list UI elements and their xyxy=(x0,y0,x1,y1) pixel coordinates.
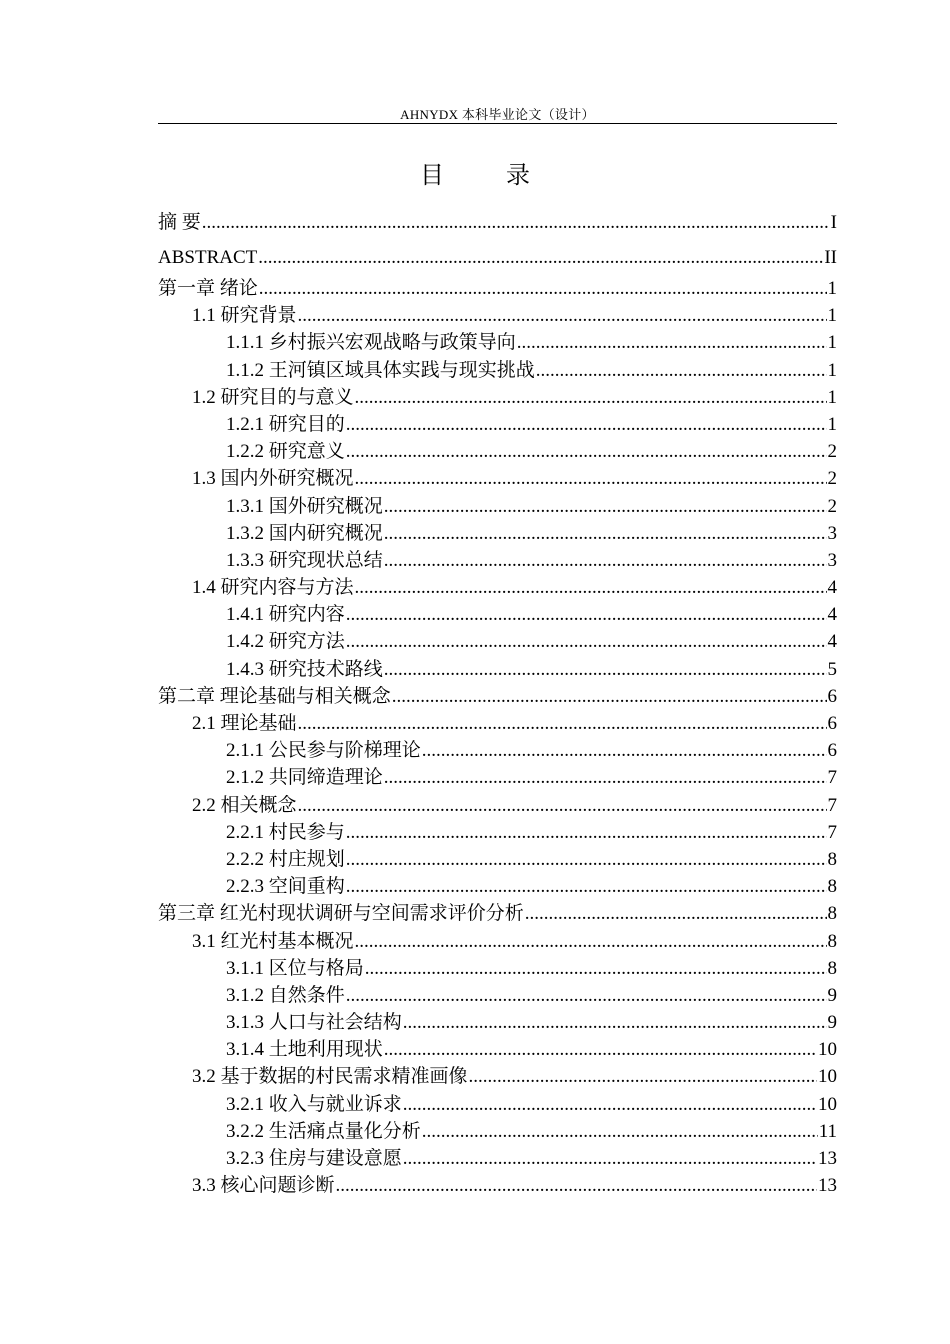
toc-entry-label: 摘 要 xyxy=(158,212,201,233)
toc-entry-page: 1 xyxy=(827,359,837,381)
toc-entry[interactable] xyxy=(158,493,837,520)
toc-entry-label: 3.2 基于数据的村民需求精准画像 xyxy=(192,1066,468,1088)
toc-leader-dots xyxy=(525,900,827,927)
toc-entry[interactable] xyxy=(158,982,837,1009)
toc-entry[interactable] xyxy=(158,384,837,411)
toc-entry-page: 1 xyxy=(827,278,837,299)
toc-entry[interactable] xyxy=(158,819,837,846)
toc-entry[interactable] xyxy=(158,240,837,275)
toc-entry-page: 10 xyxy=(818,1066,837,1088)
toc-entry-label: 2.2.1 村民参与 xyxy=(226,821,345,843)
toc-leader-dots xyxy=(346,628,827,655)
toc-entry-label: 3.2.3 住房与建设意愿 xyxy=(226,1148,402,1169)
toc-entry[interactable] xyxy=(158,520,837,547)
toc-entry-label: 3.2.1 收入与就业诉求 xyxy=(226,1093,402,1115)
toc-entry-label: 1.2.1 研究目的 xyxy=(226,413,345,435)
toc-leader-dots xyxy=(469,1063,817,1090)
toc-entry-page: 2 xyxy=(827,495,837,517)
toc-leader-dots xyxy=(298,710,827,737)
toc-entry-page: 5 xyxy=(827,658,837,680)
toc-leader-dots xyxy=(346,846,827,873)
toc-entry-page: 6 xyxy=(827,740,837,762)
toc-entry-page: 7 xyxy=(827,821,837,843)
toc-entry-page: 11 xyxy=(818,1120,837,1142)
toc-entry[interactable] xyxy=(158,411,837,438)
toc-entry-label: 1.1 研究背景 xyxy=(192,305,297,327)
toc-entry[interactable] xyxy=(158,302,837,329)
toc-entry-label: 第二章 理论基础与相关概念 xyxy=(158,685,391,707)
toc-entry[interactable] xyxy=(158,1063,837,1090)
toc-entry-label: 第一章 绪论 xyxy=(158,278,258,299)
toc-leader-dots xyxy=(355,384,827,411)
toc-entry-page: 1 xyxy=(827,305,837,327)
toc-entry[interactable] xyxy=(158,275,837,302)
toc-entry-label: 3.2.2 生活痛点量化分析 xyxy=(226,1120,421,1142)
toc-entry-label: 2.2.2 村庄规划 xyxy=(226,848,345,870)
toc-leader-dots xyxy=(422,1118,818,1145)
toc-entry[interactable] xyxy=(158,737,837,764)
page-header: AHNYDX 本科毕业论文（设计） xyxy=(400,107,595,122)
toc-entry[interactable] xyxy=(158,329,837,356)
toc-leader-dots xyxy=(346,411,827,438)
toc-entry-label: 1.3.1 国外研究概况 xyxy=(226,495,383,517)
toc-leader-dots xyxy=(346,601,827,628)
toc-entry-page: 2 xyxy=(827,468,837,490)
toc-leader-dots xyxy=(384,764,827,791)
toc-entry[interactable] xyxy=(158,1118,837,1145)
toc-entry-label: 3.1.4 土地利用现状 xyxy=(226,1039,383,1061)
toc-leader-dots xyxy=(403,1091,817,1118)
toc-entry-page: 7 xyxy=(827,794,837,816)
toc-entry-page: 10 xyxy=(818,1093,837,1115)
toc-entry[interactable] xyxy=(158,438,837,465)
toc-entry[interactable] xyxy=(158,465,837,492)
toc-title: 目 录 xyxy=(420,163,558,189)
toc-entry[interactable] xyxy=(158,357,837,384)
table-of-contents xyxy=(158,205,837,1199)
toc-leader-dots xyxy=(403,1009,827,1036)
toc-entry[interactable] xyxy=(158,601,837,628)
toc-entry-page: 8 xyxy=(827,930,837,952)
toc-leader-dots xyxy=(403,1145,817,1172)
toc-entry-label: ABSTRACT xyxy=(158,247,258,268)
toc-entry[interactable] xyxy=(158,764,837,791)
toc-entry-page: 8 xyxy=(827,903,837,925)
toc-entry[interactable] xyxy=(158,683,837,710)
toc-leader-dots xyxy=(384,656,827,683)
toc-leader-dots xyxy=(346,873,827,900)
toc-entry-label: 1.3 国内外研究概况 xyxy=(192,468,354,490)
toc-entry[interactable] xyxy=(158,574,837,601)
toc-entry-page: 3 xyxy=(827,549,837,571)
toc-entry-label: 2.1.1 公民参与阶梯理论 xyxy=(226,740,421,762)
toc-entry-page: 1 xyxy=(827,332,837,354)
toc-leader-dots xyxy=(355,574,827,601)
header-rule xyxy=(158,123,837,124)
toc-entry-page: 2 xyxy=(827,441,837,463)
toc-entry-page: 6 xyxy=(827,713,837,734)
toc-leader-dots xyxy=(422,737,827,764)
toc-leader-dots xyxy=(384,1036,817,1063)
toc-entry-label: 1.4.1 研究内容 xyxy=(226,604,345,626)
toc-entry[interactable] xyxy=(158,1036,837,1063)
toc-entry-page: 8 xyxy=(827,957,837,979)
toc-entry-label: 3.1.3 人口与社会结构 xyxy=(226,1012,402,1034)
toc-entry-label: 1.2 研究目的与意义 xyxy=(192,386,354,408)
toc-entry[interactable] xyxy=(158,710,837,737)
toc-entry[interactable] xyxy=(158,792,837,819)
toc-entry-label: 3.3 核心问题诊断 xyxy=(192,1175,335,1197)
toc-entry-label: 第三章 红光村现状调研与空间需求评价分析 xyxy=(158,903,524,925)
toc-entry-page: 8 xyxy=(827,848,837,870)
toc-leader-dots xyxy=(346,982,827,1009)
toc-leader-dots xyxy=(298,302,827,329)
toc-entry-page: 9 xyxy=(827,1012,837,1034)
toc-entry-label: 1.3.2 国内研究概况 xyxy=(226,522,383,544)
toc-leader-dots xyxy=(392,683,827,710)
toc-entry[interactable] xyxy=(158,628,837,655)
toc-entry-page: 10 xyxy=(818,1039,837,1061)
toc-entry[interactable] xyxy=(158,1009,837,1036)
toc-entry-label: 3.1 红光村基本概况 xyxy=(192,930,354,952)
toc-leader-dots xyxy=(384,520,827,547)
toc-entry-page: 4 xyxy=(827,631,837,653)
toc-entry-label: 3.1.2 自然条件 xyxy=(226,984,345,1006)
toc-leader-dots xyxy=(346,819,827,846)
toc-entry[interactable] xyxy=(158,547,837,574)
toc-entry-label: 2.2.3 空间重构 xyxy=(226,876,345,898)
toc-leader-dots xyxy=(336,1172,817,1199)
toc-entry-page: 4 xyxy=(827,577,837,599)
toc-entry-label: 1.1.1 乡村振兴宏观战略与政策导向 xyxy=(226,332,516,354)
toc-entry-page: 6 xyxy=(827,685,837,707)
toc-leader-dots xyxy=(365,955,827,982)
toc-entry-page: 13 xyxy=(818,1175,837,1197)
toc-entry-page: II xyxy=(824,247,837,268)
toc-entry[interactable] xyxy=(158,1091,837,1118)
toc-entry[interactable] xyxy=(158,928,837,955)
toc-entry[interactable] xyxy=(158,873,837,900)
toc-entry-page: I xyxy=(830,212,837,233)
toc-leader-dots xyxy=(355,465,827,492)
toc-entry[interactable] xyxy=(158,1145,837,1172)
toc-entry-page: 3 xyxy=(827,522,837,544)
toc-entry-label: 2.2 相关概念 xyxy=(192,794,297,816)
toc-entry[interactable] xyxy=(158,846,837,873)
toc-leader-dots xyxy=(202,205,830,240)
toc-entry-label: 1.2.2 研究意义 xyxy=(226,441,345,463)
toc-entry-label: 1.1.2 王河镇区域具体实践与现实挑战 xyxy=(226,359,535,381)
toc-entry[interactable] xyxy=(158,955,837,982)
toc-entry-page: 1 xyxy=(827,386,837,408)
toc-entry-label: 2.1 理论基础 xyxy=(192,713,297,734)
toc-entry[interactable] xyxy=(158,1172,837,1199)
toc-entry[interactable] xyxy=(158,656,837,683)
toc-entry-label: 1.4 研究内容与方法 xyxy=(192,577,354,599)
toc-entry-label: 3.1.1 区位与格局 xyxy=(226,957,364,979)
toc-entry-label: 1.4.3 研究技术路线 xyxy=(226,658,383,680)
toc-leader-dots xyxy=(355,928,827,955)
toc-entry-page: 8 xyxy=(827,876,837,898)
toc-leader-dots xyxy=(517,329,827,356)
toc-leader-dots xyxy=(346,438,827,465)
toc-entry-page: 13 xyxy=(818,1148,837,1169)
toc-entry-page: 9 xyxy=(827,984,837,1006)
toc-entry[interactable] xyxy=(158,205,837,240)
toc-entry-label: 1.3.3 研究现状总结 xyxy=(226,549,383,571)
toc-entry-page: 7 xyxy=(827,767,837,789)
toc-leader-dots xyxy=(384,547,827,574)
toc-leader-dots xyxy=(259,275,827,302)
toc-leader-dots xyxy=(258,240,823,275)
toc-leader-dots xyxy=(384,493,827,520)
toc-entry-label: 1.4.2 研究方法 xyxy=(226,631,345,653)
toc-entry-label: 2.1.2 共同缔造理论 xyxy=(226,767,383,789)
toc-entry-page: 1 xyxy=(827,413,837,435)
toc-leader-dots xyxy=(298,792,827,819)
toc-entry[interactable] xyxy=(158,900,837,927)
toc-leader-dots xyxy=(536,357,827,384)
toc-entry-page: 4 xyxy=(827,604,837,626)
